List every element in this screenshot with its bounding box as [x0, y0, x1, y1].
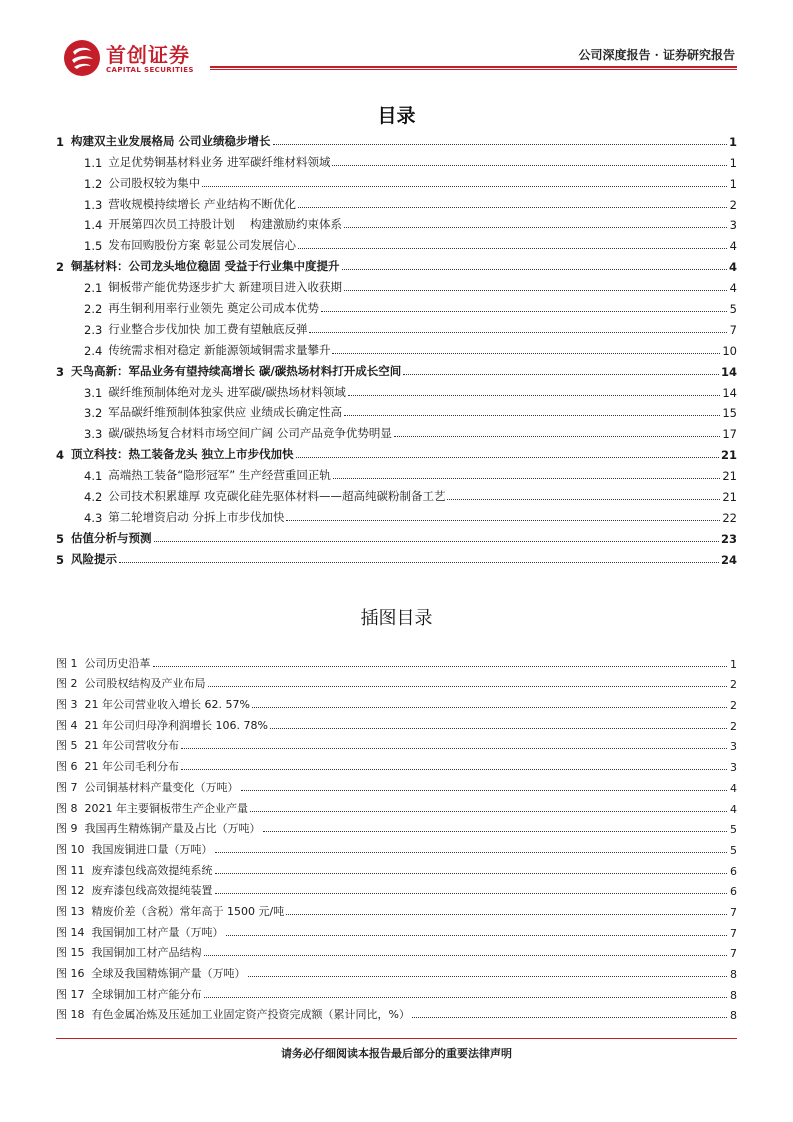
- report-type-label: 公司深度报告 · 证券研究报告: [578, 48, 735, 62]
- toc-entry-number: 2: [56, 260, 65, 275]
- figure-entry-title: 精废价差（含税）常年高于 1500 元/吨: [91, 904, 285, 918]
- figure-entry-page: 2: [730, 699, 737, 713]
- toc-entry[interactable]: [56, 170, 737, 191]
- figure-entry-page: 8: [730, 1009, 737, 1023]
- figure-entry-number: 图 5: [56, 739, 78, 753]
- figure-entry-number: 图 17: [56, 987, 85, 1001]
- toc-entry[interactable]: [56, 420, 737, 441]
- toc-entry-page: 1: [728, 134, 737, 149]
- figure-entry-page: 2: [730, 678, 737, 692]
- dot-leader: [332, 165, 727, 166]
- dot-leader: [344, 290, 727, 291]
- figure-entry-title: 21 年公司归母净利润增长 106. 78%: [84, 718, 268, 732]
- toc-entry[interactable]: [56, 525, 737, 546]
- header-divider-thin: [210, 69, 737, 70]
- toc-entry-number: 1.4: [84, 218, 103, 233]
- figure-entry-title: 21 年公司毛利分布: [84, 760, 179, 774]
- dot-leader: [332, 353, 720, 354]
- figure-entry[interactable]: [56, 981, 737, 1002]
- figure-entry-title: 2021 年主要铜板带生产企业产量: [84, 801, 248, 815]
- toc-entry[interactable]: [56, 504, 737, 525]
- figure-entry-page: 7: [730, 926, 737, 940]
- figure-entry-number: 图 11: [56, 863, 85, 877]
- figure-list-title: 插图目录: [360, 608, 433, 629]
- toc-entry-number: 1: [56, 134, 65, 149]
- dot-leader: [226, 935, 728, 936]
- dot-leader: [215, 852, 728, 853]
- dot-leader: [215, 893, 728, 894]
- figure-entry[interactable]: [56, 753, 737, 774]
- dot-leader: [270, 728, 727, 729]
- figure-entry[interactable]: [56, 857, 737, 878]
- dot-leader: [412, 1017, 727, 1018]
- dot-leader: [333, 478, 720, 479]
- figure-entry[interactable]: [56, 816, 737, 837]
- toc-entry-title: 立足优势铜基材料业务 进军碳纤维材料领域: [108, 154, 331, 169]
- figure-entry-page: 1: [730, 657, 737, 671]
- dot-leader: [181, 769, 727, 770]
- toc-entry-title: 行业整合步伐加快 加工费有望触底反弹: [108, 321, 308, 336]
- toc-entry[interactable]: [56, 232, 737, 253]
- toc-entry-number: 1.1: [84, 155, 103, 170]
- dot-leader: [296, 457, 719, 458]
- figure-entry-page: 4: [730, 802, 737, 816]
- toc-entry-title: 铜基材料：公司龙头地位稳固 受益于行业集中度提升: [71, 259, 340, 274]
- toc-entry-page: 10: [722, 343, 737, 358]
- figure-entry-title: 公司股权结构及产业布局: [84, 677, 206, 691]
- dot-leader: [298, 207, 727, 208]
- toc-entry-page: 24: [720, 552, 737, 567]
- figure-entry-page: 8: [730, 968, 737, 981]
- toc-entry[interactable]: [56, 379, 737, 400]
- dot-leader: [208, 686, 728, 687]
- dot-leader: [342, 269, 727, 270]
- toc-entry-page: 15: [722, 406, 737, 421]
- figure-entry[interactable]: [56, 712, 737, 733]
- company-logo: [62, 36, 222, 80]
- figure-entry-number: 图 3: [56, 698, 78, 712]
- toc-entry-number: 2.2: [84, 302, 103, 317]
- figure-entry-number: 图 7: [56, 780, 78, 794]
- toc-entry[interactable]: [56, 358, 737, 379]
- toc-entry[interactable]: [56, 295, 737, 316]
- dot-leader: [286, 520, 720, 521]
- figure-entry-page: 6: [730, 885, 737, 899]
- dot-leader: [298, 248, 727, 249]
- dot-leader: [348, 395, 721, 396]
- figure-entry-number: 图 12: [56, 884, 85, 898]
- toc-entry[interactable]: [56, 149, 737, 170]
- figure-entry-title: 有色金属冶炼及压延加工业固定资产投资完成额（累计同比，%）: [91, 1008, 410, 1022]
- figure-entry-page: 3: [730, 761, 737, 775]
- figure-entry[interactable]: [56, 898, 737, 919]
- figure-entry-page: 6: [730, 864, 737, 878]
- toc-entry-title: 铜板带产能优势逐步扩大 新建项目进入收获期: [108, 280, 342, 295]
- toc-entry[interactable]: [56, 253, 737, 274]
- toc-entry-title: 公司技术积累雄厚 攻克碳化硅先驱体材料——超高纯碳粉制备工艺: [108, 489, 446, 504]
- dot-leader: [403, 374, 719, 375]
- footer-divider: [56, 1038, 737, 1039]
- figure-entry[interactable]: [56, 774, 737, 795]
- toc-entry-title: 碳纤维预制体绝对龙头 进军碳/碳热场材料领域: [108, 384, 346, 399]
- dot-leader: [250, 811, 727, 812]
- figure-entry[interactable]: [56, 691, 737, 712]
- toc-entry[interactable]: [56, 462, 737, 483]
- toc-entry-title: 碳/碳热场复合材料市场空间广阔 公司产品竞争优势明显: [108, 426, 392, 441]
- page-header: [0, 0, 793, 80]
- figure-list: [56, 650, 737, 1022]
- dot-leader: [447, 499, 720, 500]
- toc-entry-title: 营收规模持续增长 产业结构不断优化: [108, 196, 296, 211]
- toc-entry-number: 5: [56, 531, 65, 546]
- toc-entry-number: 3: [56, 364, 65, 379]
- dot-leader: [252, 707, 727, 708]
- table-of-contents: [56, 128, 737, 567]
- toc-entry-number: 2.4: [84, 343, 103, 358]
- dot-leader: [181, 748, 727, 749]
- figure-entry[interactable]: [56, 650, 737, 671]
- figure-entry-number: 图 10: [56, 842, 85, 856]
- figure-entry-number: 图 18: [56, 1008, 85, 1022]
- dot-leader: [309, 332, 727, 333]
- capital-securities-logo-icon: [62, 38, 102, 78]
- figure-entry-page: 8: [730, 988, 737, 1002]
- toc-entry-page: 14: [722, 385, 737, 400]
- toc-entry-title: 发布回购股份方案 彰显公司发展信心: [108, 238, 296, 253]
- figure-entry[interactable]: [56, 733, 737, 754]
- figure-entry-page: 7: [730, 947, 737, 961]
- figure-entry-page: 5: [730, 843, 737, 857]
- figure-entry-number: 图 2: [56, 677, 78, 691]
- toc-entry-page: 4: [729, 239, 737, 254]
- toc-entry-page: 23: [720, 531, 737, 546]
- toc-entry-number: 3.2: [84, 406, 103, 421]
- toc-entry-page: 21: [720, 448, 737, 463]
- dot-leader: [202, 186, 727, 187]
- toc-entry-title: 公司股权较为集中: [108, 175, 201, 190]
- toc-entry-number: 1.3: [84, 197, 103, 212]
- toc-entry-number: 4.3: [84, 510, 103, 525]
- toc-entry-page: 22: [722, 510, 737, 525]
- dot-leader: [153, 666, 728, 667]
- figure-entry-number: 图 6: [56, 760, 78, 774]
- dot-leader: [248, 976, 728, 977]
- dot-leader: [204, 955, 728, 956]
- figure-entry-number: 图 4: [56, 718, 78, 732]
- toc-entry-title: 高端热工装备“隐形冠军” 生产经营重回正轨: [108, 468, 331, 483]
- toc-entry-number: 4: [56, 448, 65, 463]
- toc-entry[interactable]: [56, 316, 737, 337]
- toc-entry[interactable]: [56, 274, 737, 295]
- toc-entry-page: 1: [729, 155, 737, 170]
- toc-entry-title: 军品碳纤维预制体独家供应 业绩成长确定性高: [108, 405, 342, 420]
- dot-leader: [321, 311, 727, 312]
- toc-entry-page: 3: [729, 218, 737, 233]
- toc-entry-page: 1: [729, 176, 737, 191]
- logo-chinese-name: 首创证券: [106, 43, 190, 67]
- toc-entry-title: 构建双主业发展格局 公司业绩稳步增长: [71, 133, 271, 148]
- dot-leader: [394, 436, 721, 437]
- figure-entry-number: 图 14: [56, 925, 85, 939]
- toc-entry-number: 2.3: [84, 322, 103, 337]
- toc-entry[interactable]: [56, 128, 737, 149]
- toc-entry[interactable]: [56, 191, 737, 212]
- figure-entry-number: 图 16: [56, 967, 85, 980]
- figure-entry[interactable]: [56, 1002, 737, 1023]
- toc-entry[interactable]: [56, 337, 737, 358]
- dot-leader: [273, 144, 727, 145]
- figure-entry-page: 4: [730, 781, 737, 795]
- dot-leader: [154, 541, 719, 542]
- figure-entry-title: 我国铜加工材产量（万吨）: [91, 925, 224, 939]
- toc-entry-page: 17: [722, 427, 737, 442]
- figure-entry[interactable]: [56, 940, 737, 961]
- figure-entry-title: 废弃漆包线高效提纯系统: [91, 863, 213, 877]
- dot-leader: [119, 562, 719, 563]
- dot-leader: [241, 790, 728, 791]
- figure-entry-page: 3: [730, 740, 737, 754]
- figure-entry-number: 图 9: [56, 822, 78, 836]
- toc-entry-number: 1.2: [84, 176, 103, 191]
- dot-leader: [215, 873, 728, 874]
- figure-entry-title: 公司铜基材料产量变化（万吨）: [84, 780, 239, 794]
- toc-entry-number: 4.2: [84, 490, 103, 505]
- toc-entry[interactable]: [56, 441, 737, 462]
- toc-entry-number: 2.1: [84, 281, 103, 296]
- toc-entry[interactable]: [56, 483, 737, 504]
- toc-entry[interactable]: [56, 546, 737, 567]
- toc-entry-title: 再生铜利用率行业领先 奠定公司成本优势: [108, 301, 319, 316]
- figure-entry-title: 全球及我国精炼铜产量（万吨）: [91, 967, 246, 980]
- dot-leader: [344, 227, 727, 228]
- dot-leader: [344, 415, 720, 416]
- toc-entry[interactable]: [56, 400, 737, 421]
- dot-leader: [286, 914, 727, 915]
- header-divider: [210, 66, 737, 68]
- toc-entry[interactable]: [56, 212, 737, 233]
- toc-entry-number: 1.5: [84, 239, 103, 254]
- toc-entry-number: 3.3: [84, 427, 103, 442]
- figure-entry-title: 21 年公司营收分布: [84, 739, 179, 753]
- figure-entry-title: 我国铜加工材产品结构: [91, 946, 202, 960]
- figure-entry-page: 2: [730, 719, 737, 733]
- toc-entry-page: 14: [720, 364, 737, 379]
- toc-title: 目录: [377, 105, 416, 127]
- figure-entry-page: 5: [730, 823, 737, 837]
- figure-entry[interactable]: [56, 795, 737, 816]
- figure-entry-title: 21 年公司营业收入增长 62. 57%: [84, 698, 250, 712]
- logo-english-name: CAPITAL SECURITIES: [106, 66, 194, 74]
- figure-entry[interactable]: [56, 878, 737, 899]
- toc-entry-page: 7: [729, 322, 737, 337]
- toc-entry-title: 风险提示: [71, 551, 118, 566]
- toc-entry-title: 顶立科技：热工装备龙头 独立上市步伐加快: [71, 447, 294, 462]
- toc-entry-page: 2: [729, 197, 737, 212]
- toc-entry-page: 21: [722, 469, 737, 484]
- figure-entry-title: 废弃漆包线高效提纯装置: [91, 884, 213, 898]
- figure-entry-title: 全球铜加工材产能分布: [91, 987, 202, 1001]
- toc-entry-number: 4.1: [84, 469, 103, 484]
- figure-entry-number: 图 13: [56, 904, 85, 918]
- figure-entry[interactable]: [56, 836, 737, 857]
- legal-disclaimer: 请务必仔细阅读本报告最后部分的重要法律声明: [281, 1047, 512, 1060]
- toc-entry-title: 天鸟高新：军品业务有望持续高增长 碳/碳热场材料打开成长空间: [71, 363, 402, 378]
- figure-entry[interactable]: [56, 671, 737, 692]
- figure-entry-number: 图 15: [56, 946, 85, 960]
- toc-entry-page: 5: [729, 302, 737, 317]
- toc-entry-page: 4: [729, 281, 737, 296]
- figure-entry-title: 我国再生精炼铜产量及占比（万吨）: [84, 822, 261, 836]
- toc-entry-title: 开展第四次员工持股计划 构建激励约束体系: [108, 217, 342, 232]
- toc-entry-number: 5: [56, 552, 65, 567]
- dot-leader: [204, 997, 728, 998]
- figure-entry[interactable]: [56, 919, 737, 940]
- figure-entry-title: 公司历史沿革: [84, 656, 151, 670]
- dot-leader: [263, 831, 728, 832]
- toc-entry-page: 4: [728, 260, 737, 275]
- toc-entry-title: 估值分析与预测: [71, 530, 152, 545]
- figure-entry-number: 图 8: [56, 801, 78, 815]
- figure-entry[interactable]: [56, 960, 737, 981]
- figure-entry-number: 图 1: [56, 656, 78, 670]
- figure-entry-page: 7: [730, 905, 737, 919]
- toc-entry-title: 第二轮增资启动 分拆上市步伐加快: [108, 509, 285, 524]
- toc-entry-number: 3.1: [84, 385, 103, 400]
- toc-entry-page: 21: [722, 490, 737, 505]
- figure-entry-title: 我国废铜进口量（万吨）: [91, 842, 213, 856]
- toc-entry-title: 传统需求相对稳定 新能源领域铜需求量攀升: [108, 342, 331, 357]
